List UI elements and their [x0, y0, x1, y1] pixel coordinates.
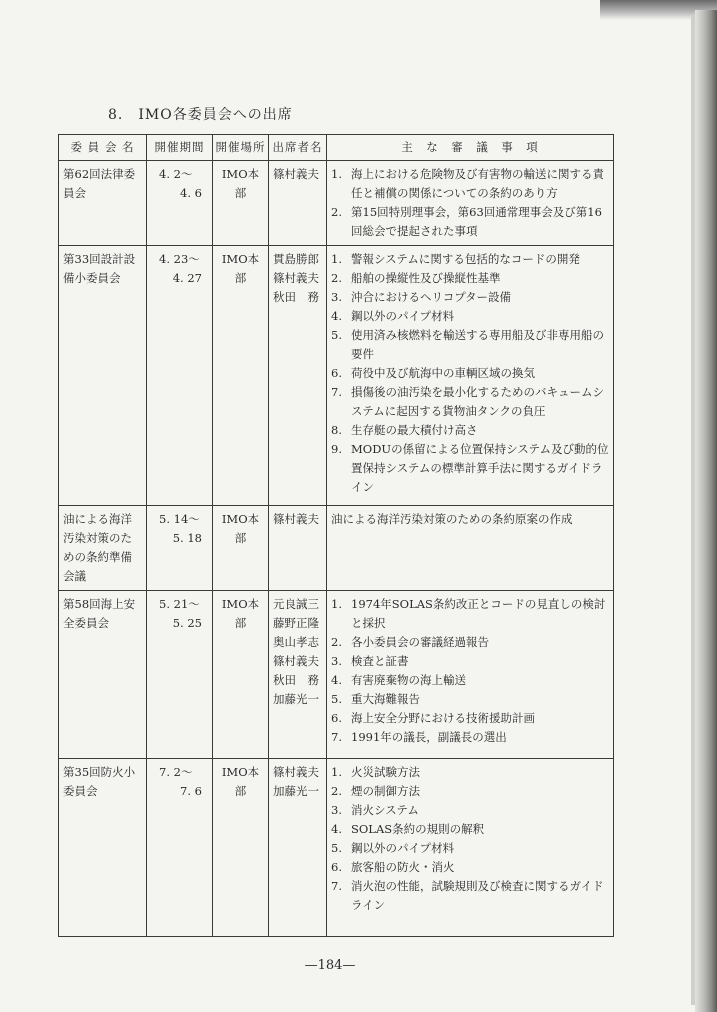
- agenda-item-number: 3.: [331, 654, 342, 668]
- agenda-item: [331, 383, 609, 421]
- agenda-item: [331, 877, 609, 915]
- meeting-place: IMO本部: [213, 246, 269, 506]
- agenda-item-number: 4.: [331, 673, 342, 687]
- period-end: 4. 27: [172, 271, 202, 285]
- agenda-item-text: 消火泡の性能，試験規則及び検査に関するガイドライン: [351, 879, 604, 912]
- agenda-item-text: 火災試験方法: [351, 765, 420, 779]
- agenda-item: [331, 269, 609, 288]
- agenda-item: [331, 421, 609, 440]
- period-end: 4. 6: [180, 186, 202, 200]
- agenda-item: [331, 820, 609, 839]
- agenda-item-number: 3.: [331, 803, 342, 817]
- agenda-item: [331, 858, 609, 877]
- agenda-item-number: 1.: [331, 765, 342, 779]
- agenda-item-number: 5.: [331, 328, 342, 342]
- header-period: 開催期間: [147, 135, 213, 161]
- header-place: 開催場所: [213, 135, 269, 161]
- period-end: 5. 25: [172, 616, 202, 630]
- agenda-item-number: 7.: [331, 385, 342, 399]
- agenda-items: [327, 246, 614, 506]
- table-row: [59, 591, 614, 759]
- agenda-item-number: 9.: [331, 442, 342, 456]
- attendee-name: 篠村義夫: [273, 167, 319, 181]
- agenda-item-number: 5.: [331, 841, 342, 855]
- attendees: [269, 161, 327, 246]
- attendee-name: 篠村義夫: [273, 271, 319, 285]
- agenda-item: [331, 782, 609, 801]
- meeting-period: [147, 591, 213, 759]
- agenda-item: [331, 440, 609, 497]
- agenda-item-text: SOLAS条約の規則の解釈: [351, 822, 485, 836]
- agenda-items: [327, 591, 614, 759]
- agenda-item: [331, 709, 609, 728]
- attendee-name: 加藤光一: [273, 784, 319, 798]
- agenda-item-text: 荷役中及び航海中の車輌区域の換気: [351, 366, 535, 380]
- agenda-item-number: 1.: [331, 167, 342, 181]
- header-agenda: 主 な 審 議 事 項: [327, 135, 614, 161]
- agenda-items: [327, 759, 614, 937]
- period-start: 4. 23〜: [159, 252, 200, 266]
- meeting-period: [147, 246, 213, 506]
- agenda-item-number: 1.: [331, 597, 342, 611]
- table-row: [59, 246, 614, 506]
- agenda-item-number: 4.: [331, 822, 342, 836]
- attendee-name: 貫島勝郎: [273, 252, 319, 266]
- header-attendees: 出席者名: [269, 135, 327, 161]
- agenda-item-number: 1.: [331, 252, 342, 266]
- period-end: 5. 18: [172, 531, 202, 545]
- agenda-item: [331, 595, 609, 633]
- attendee-name: 篠村義夫: [273, 765, 319, 779]
- agenda-item-text: 1991年の議長，副議長の選出: [351, 730, 507, 744]
- agenda-item-text: 沖合におけるヘリコプター設備: [351, 290, 511, 304]
- attendee-name: 秋田 務: [273, 290, 319, 304]
- table-row: [59, 506, 614, 591]
- agenda-item-text: MODUの係留による位置保持システム及び動的位置保持システムの標準計算手法に関するガイドライン: [351, 442, 609, 494]
- agenda-item-text: 1974年SOLAS条約改正とコードの見直しの検討と採択: [351, 597, 606, 630]
- agenda-item-text: 各小委員会の審議経過報告: [351, 635, 489, 649]
- meeting-place: IMO本部: [213, 161, 269, 246]
- attendee-name: 奥山孝志: [273, 635, 319, 649]
- agenda-items: [327, 506, 614, 591]
- period-start: 4. 2〜: [159, 167, 193, 181]
- agenda-item-number: 6.: [331, 711, 342, 725]
- meeting-period: [147, 759, 213, 937]
- attendees: [269, 246, 327, 506]
- period-start: 5. 21〜: [159, 597, 200, 611]
- agenda-item-text: 損傷後の油汚染を最小化するためのバキュームシステムに起因する貨物油タンクの負圧: [351, 385, 604, 418]
- agenda-item-text: 海上安全分野における技術援助計画: [351, 711, 535, 725]
- agenda-item-number: 6.: [331, 860, 342, 874]
- agenda-item-text: 海上における危険物及び有害物の輸送に関する責任と補償の関係についての条約のあり方: [351, 167, 604, 200]
- attendees: [269, 759, 327, 937]
- committee-name: 油による海洋汚染対策のための条約準備会議: [59, 506, 147, 591]
- committee-name: 第58回海上安全委員会: [59, 591, 147, 759]
- agenda-item-text: 船舶の操縦性及び操縦性基準: [351, 271, 501, 285]
- attendees: [269, 591, 327, 759]
- agenda-item-number: 5.: [331, 692, 342, 706]
- agenda-item: [331, 326, 609, 364]
- committee-name: 第35回防火小委員会: [59, 759, 147, 937]
- agenda-item: [331, 203, 609, 241]
- agenda-item-number: 4.: [331, 309, 342, 323]
- agenda-item-number: 2.: [331, 784, 342, 798]
- committee-table: [58, 134, 614, 937]
- meeting-period: [147, 161, 213, 246]
- agenda-item-text: 警報システムに関する包括的なコードの開発: [351, 252, 580, 266]
- agenda-item: [331, 165, 609, 203]
- agenda-item: [331, 671, 609, 690]
- agenda-item-text: 検査と証書: [351, 654, 409, 668]
- agenda-item-text: 消火システム: [351, 803, 419, 817]
- agenda-item: [331, 801, 609, 820]
- agenda-item-number: 2.: [331, 635, 342, 649]
- agenda-items: [327, 161, 614, 246]
- table-row: [59, 759, 614, 937]
- agenda-item: [331, 510, 609, 529]
- agenda-item-number: 3.: [331, 290, 342, 304]
- attendee-name: 秋田 務: [273, 673, 319, 687]
- meeting-place: IMO本部: [213, 759, 269, 937]
- committee-name: 第33回設計設備小委員会: [59, 246, 147, 506]
- agenda-item-text: 第15回特別理事会，第63回通常理事会及び第16回総会で提起された事項: [351, 205, 602, 238]
- agenda-item-text: 鋼以外のパイプ材料: [351, 841, 455, 855]
- agenda-item-text: 使用済み核燃料を輸送する専用船及び非専用船の要件: [351, 328, 604, 361]
- attendees: [269, 506, 327, 591]
- period-start: 5. 14〜: [159, 512, 200, 526]
- agenda-item: [331, 652, 609, 671]
- agenda-item-number: 7.: [331, 879, 342, 893]
- agenda-item: [331, 690, 609, 709]
- agenda-item: [331, 633, 609, 652]
- attendee-name: 加藤光一: [273, 692, 319, 706]
- agenda-item-number: 2.: [331, 271, 342, 285]
- agenda-item-text: 重大海難報告: [351, 692, 420, 706]
- attendee-name: 篠村義夫: [273, 512, 319, 526]
- agenda-item-text: 油による海洋汚染対策のための条約原案の作成: [331, 512, 573, 526]
- meeting-place: IMO本部: [213, 591, 269, 759]
- agenda-item-number: 8.: [331, 423, 342, 437]
- agenda-item-text: 鋼以外のパイプ材料: [351, 309, 455, 323]
- table-row: [59, 161, 614, 246]
- agenda-item-number: 7.: [331, 730, 342, 744]
- agenda-item: [331, 250, 609, 269]
- scan-edge-right: [695, 10, 717, 1012]
- table-header-row: [59, 135, 614, 161]
- agenda-item: [331, 307, 609, 326]
- agenda-item-text: 有害廃棄物の海上輸送: [351, 673, 466, 687]
- period-end: 7. 6: [180, 784, 202, 798]
- agenda-item: [331, 288, 609, 307]
- meeting-period: [147, 506, 213, 591]
- attendee-name: 篠村義夫: [273, 654, 319, 668]
- agenda-item-number: 6.: [331, 366, 342, 380]
- attendee-name: 藤野正隆: [273, 616, 319, 630]
- agenda-item-text: 煙の制御方法: [351, 784, 420, 798]
- agenda-item: [331, 839, 609, 858]
- agenda-item-text: 旅客船の防火・消火: [351, 860, 455, 874]
- header-committee-name: 委 員 会 名: [59, 135, 147, 161]
- committee-name: 第62回法律委員会: [59, 161, 147, 246]
- period-start: 7. 2〜: [159, 765, 193, 779]
- attendee-name: 元良誠三: [273, 597, 319, 611]
- agenda-item: [331, 728, 609, 747]
- agenda-item: [331, 763, 609, 782]
- meeting-place: IMO本部: [213, 506, 269, 591]
- agenda-item: [331, 364, 609, 383]
- agenda-item-number: 2.: [331, 205, 342, 219]
- section-title: 8. IMO各委員会への出席: [108, 107, 293, 123]
- agenda-item-text: 生存艇の最大積付け高さ: [351, 423, 478, 437]
- page-number: —184—: [304, 958, 356, 973]
